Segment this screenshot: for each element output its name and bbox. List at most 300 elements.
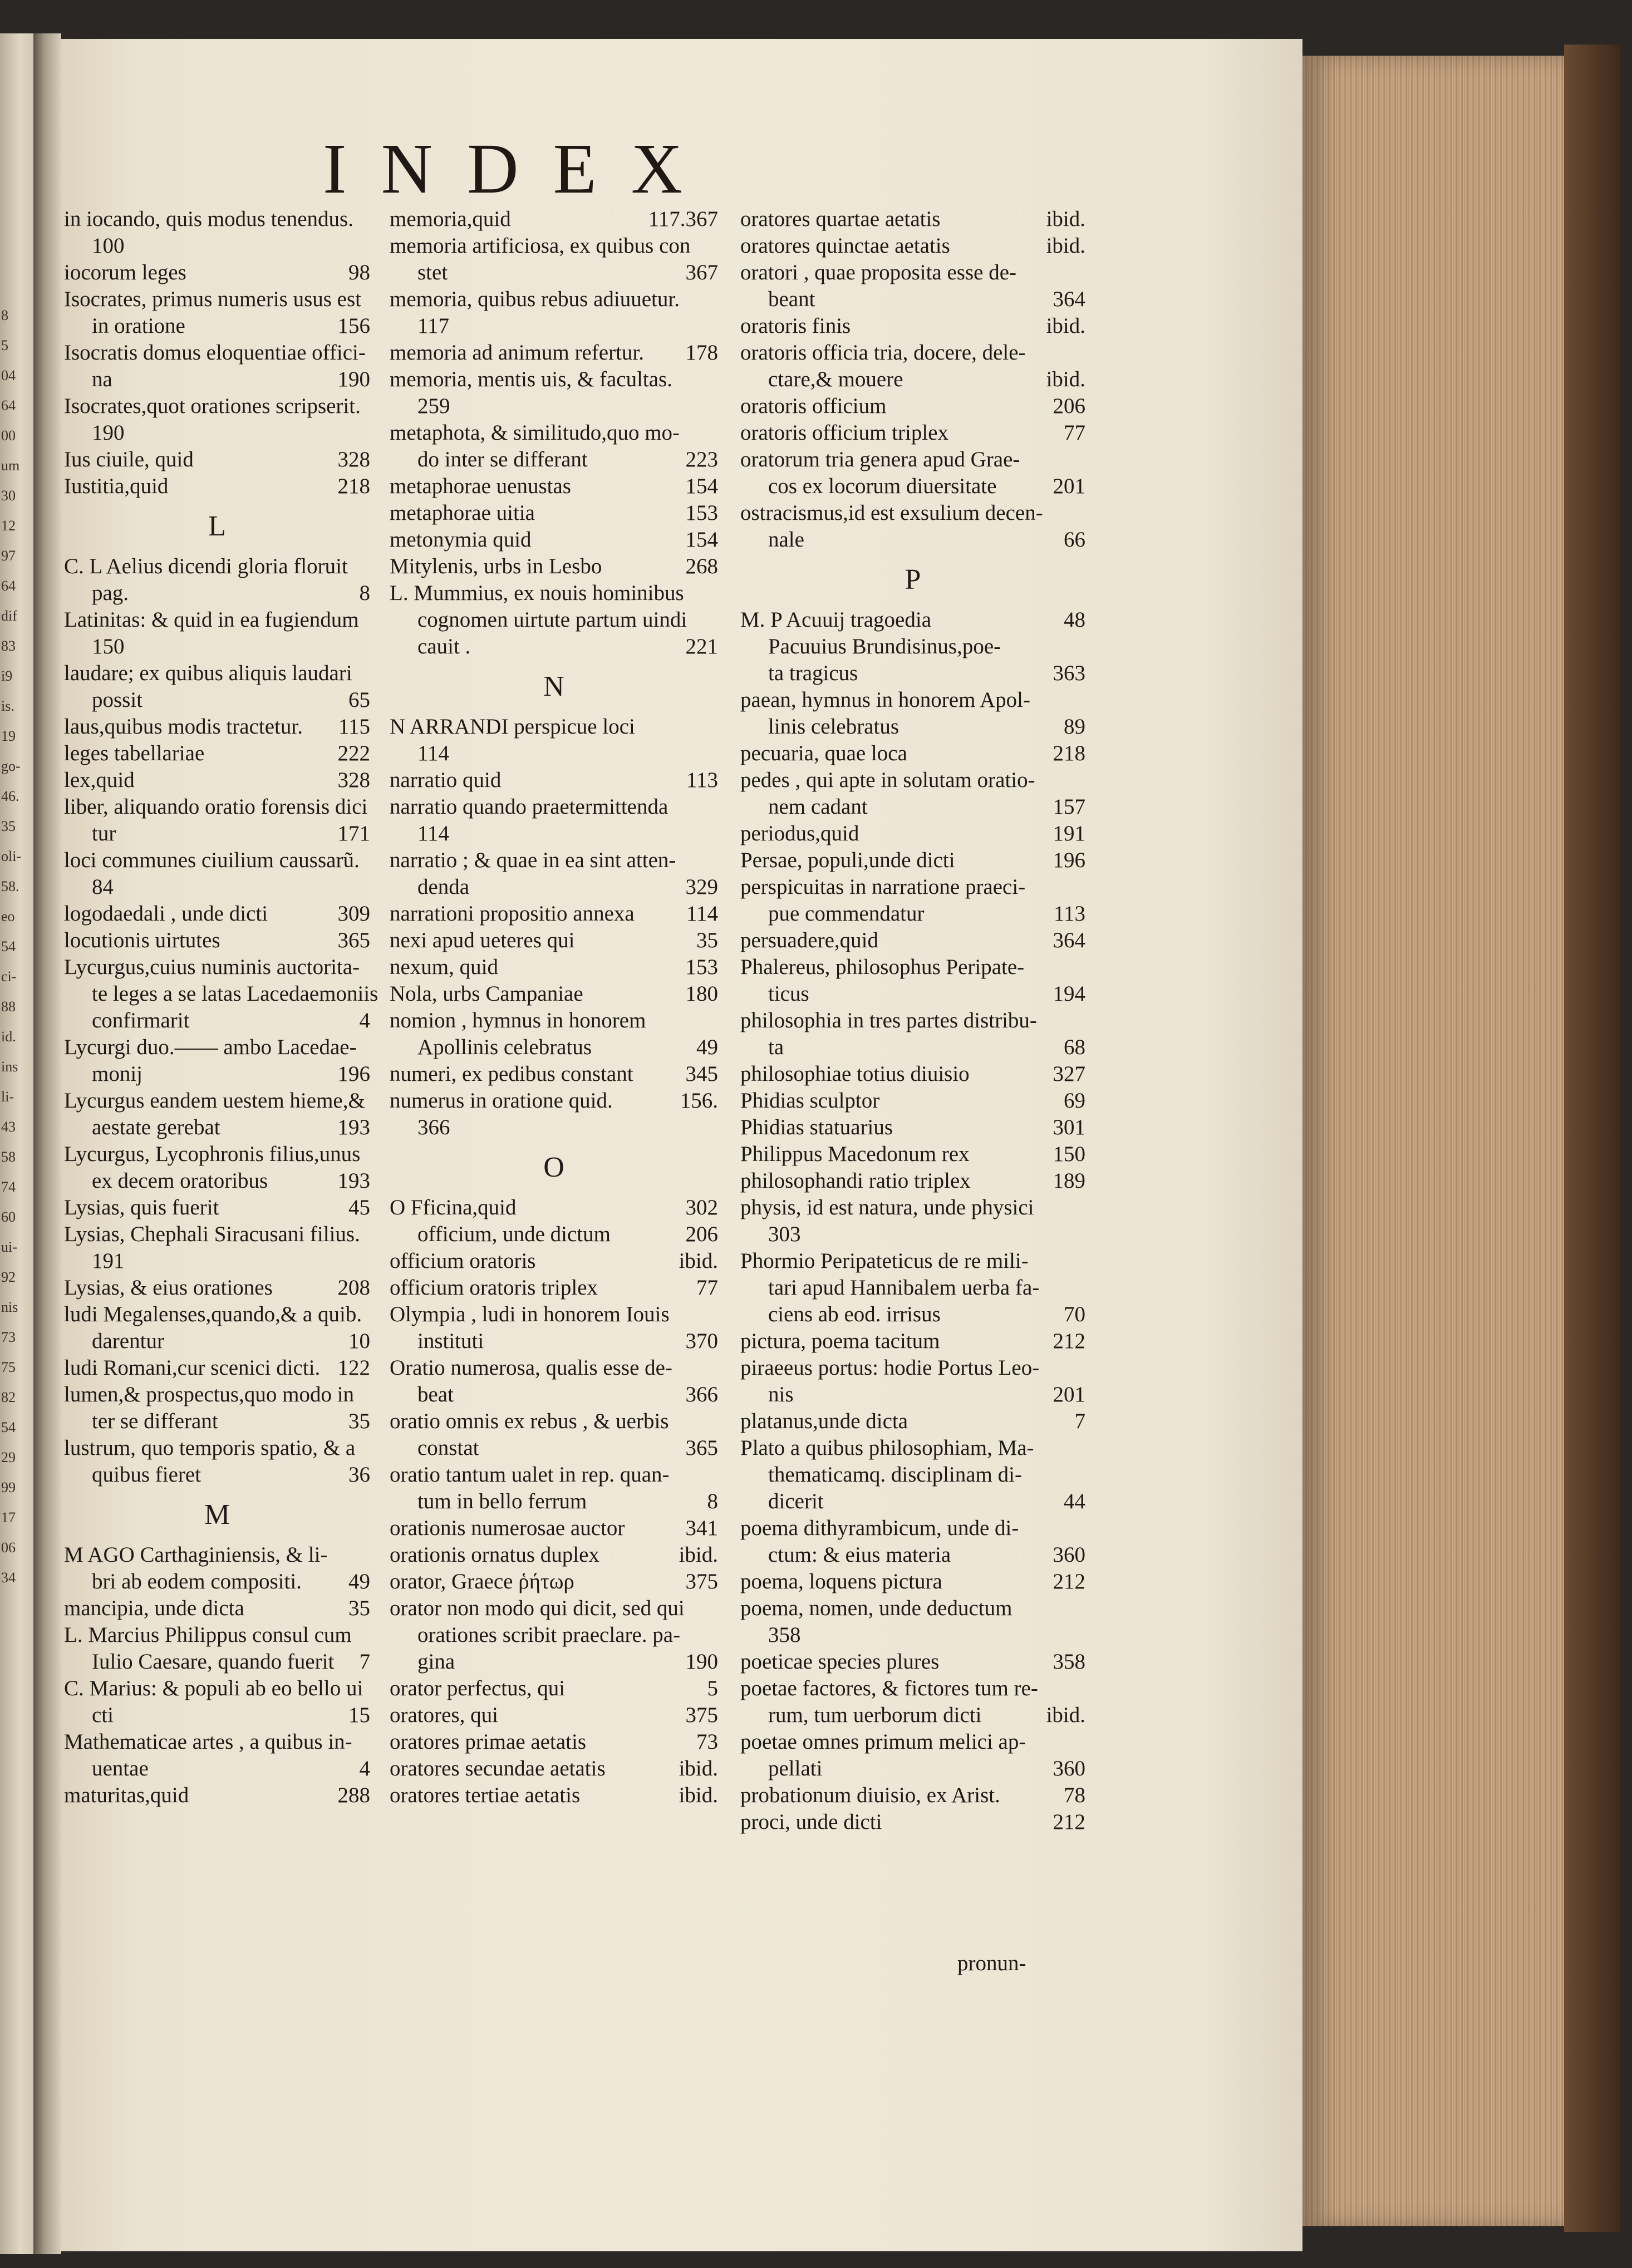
facing-page-number: li- xyxy=(1,1089,14,1105)
facing-page-number: ci- xyxy=(1,968,17,985)
entry-text: 358 xyxy=(768,1623,801,1647)
index-entry xyxy=(740,286,1085,313)
index-entry xyxy=(390,1729,718,1755)
facing-page-number: 60 xyxy=(1,1209,16,1225)
entry-text: 191 xyxy=(92,1249,125,1273)
entry-text: linis celebratus xyxy=(768,715,899,739)
entry-page-ref: 35 xyxy=(696,928,718,952)
facing-page-number: 58 xyxy=(1,1149,16,1165)
index-entry xyxy=(390,1061,718,1088)
index-entry xyxy=(64,1408,370,1435)
entry-page-ref: 366 xyxy=(685,1383,718,1406)
entry-page-ref: 375 xyxy=(685,1703,718,1727)
entry-page-ref: 189 xyxy=(1053,1169,1085,1193)
entry-page-ref: 15 xyxy=(348,1703,370,1727)
entry-page-ref: 309 xyxy=(337,902,370,926)
entry-page-ref: 327 xyxy=(1053,1062,1085,1086)
facing-page-number: 82 xyxy=(1,1389,16,1405)
index-entry xyxy=(64,366,370,393)
entry-text: Phormio Peripateticus de re mili- xyxy=(740,1249,1029,1273)
index-entry xyxy=(64,1595,370,1622)
entry-page-ref: 4 xyxy=(359,1008,370,1032)
facing-page-number: ins xyxy=(1,1059,18,1075)
facing-page-number: go- xyxy=(1,758,21,774)
index-entry xyxy=(740,633,1085,660)
index-entry xyxy=(740,206,1085,233)
entry-text: Lycurgus, Lycophronis filius,unus xyxy=(64,1142,361,1166)
entry-text: Lysias, Chephali Siracusani filius. xyxy=(64,1222,360,1246)
entry-text: oratores tertiae aetatis xyxy=(390,1783,581,1807)
entry-text: periodus,quid xyxy=(740,821,859,845)
entry-page-ref: ibid. xyxy=(1046,234,1085,258)
index-column-1 xyxy=(64,206,378,1809)
entry-text: Lycurgi duo.—— ambo Lacedae- xyxy=(64,1035,357,1059)
entry-page-ref: 358 xyxy=(1053,1650,1085,1674)
entry-page-ref: 190 xyxy=(685,1650,718,1674)
entry-text: 84 xyxy=(92,875,114,899)
facing-page-number: 58. xyxy=(1,878,19,894)
entry-page-ref: 78 xyxy=(1064,1783,1085,1807)
index-entry xyxy=(740,767,1085,794)
facing-page-number: 83 xyxy=(1,638,16,654)
index-entry xyxy=(740,1007,1085,1034)
entry-page-ref: 48 xyxy=(1064,608,1085,632)
section-letter: M xyxy=(204,1499,230,1531)
entry-text: M AGO Carthaginiensis, & li- xyxy=(64,1543,328,1567)
index-entry xyxy=(64,1355,370,1381)
index-entry xyxy=(390,580,718,607)
index-entry xyxy=(740,420,1085,446)
entry-page-ref: 44 xyxy=(1064,1489,1085,1513)
index-entry xyxy=(64,553,370,580)
binding-gutter xyxy=(33,33,61,2254)
entry-text: L. Mummius, ex nouis hominibus xyxy=(390,581,684,605)
entry-text: 117 xyxy=(417,314,450,338)
entry-text: thematicamq. disciplinam di- xyxy=(768,1463,1022,1487)
index-entry xyxy=(740,874,1085,901)
entry-text: tur xyxy=(92,821,116,845)
index-entry xyxy=(64,633,370,660)
entry-text: Lycurgus eandem uestem hieme,& xyxy=(64,1089,365,1113)
facing-page-number: 92 xyxy=(1,1269,16,1285)
index-entry xyxy=(740,740,1085,767)
facing-page-number: i9 xyxy=(1,668,13,684)
entry-text: beat xyxy=(417,1383,454,1406)
entry-text: Latinitas: & quid in ea fugiendum xyxy=(64,608,359,632)
index-entry xyxy=(740,607,1085,633)
entry-text: oratio tantum ualet in rep. quan- xyxy=(390,1463,670,1487)
entry-page-ref: 370 xyxy=(685,1329,718,1353)
index-entry xyxy=(740,500,1085,527)
entry-text: ticus xyxy=(768,982,809,1006)
entry-page-ref: 77 xyxy=(696,1276,718,1300)
entry-text: tari apud Hannibalem uerba fa- xyxy=(768,1276,1040,1300)
facing-page-number: 74 xyxy=(1,1179,16,1195)
index-entry xyxy=(390,393,718,420)
entry-text: stet xyxy=(417,260,448,284)
entry-page-ref: 365 xyxy=(337,928,370,952)
entry-text: philosophia in tres partes distribu- xyxy=(740,1008,1037,1032)
facing-page-number: 34 xyxy=(1,1570,16,1586)
index-entry xyxy=(64,259,370,286)
entry-text: beant xyxy=(768,287,815,311)
entry-page-ref: 329 xyxy=(685,875,718,899)
entry-text: pecuaria, quae loca xyxy=(740,741,907,765)
index-entry xyxy=(64,660,370,687)
facing-page-number: 30 xyxy=(1,488,16,504)
facing-page-number: dif xyxy=(1,608,17,624)
index-entry xyxy=(390,1755,718,1782)
index-entry xyxy=(390,607,718,633)
entry-page-ref: 268 xyxy=(685,554,718,578)
book-cover xyxy=(1564,45,1620,2232)
facing-page-edge xyxy=(0,33,33,2254)
entry-text: Ius ciuile, quid xyxy=(64,447,194,471)
entry-text: oratores primae aetatis xyxy=(390,1730,586,1754)
entry-text: pellati xyxy=(768,1757,823,1780)
facing-page-number: id. xyxy=(1,1029,16,1045)
index-entry xyxy=(390,1194,718,1221)
index-entry xyxy=(390,1034,718,1061)
index-entry xyxy=(740,1114,1085,1141)
entry-text: lumen,& prospectus,quo modo in xyxy=(64,1383,355,1406)
index-entry xyxy=(740,1355,1085,1381)
entry-page-ref: 113 xyxy=(1053,902,1085,926)
entry-text: ta tragicus xyxy=(768,661,858,685)
entry-page-ref: 113 xyxy=(686,768,718,792)
index-entry xyxy=(390,527,718,553)
index-entry xyxy=(390,1462,718,1488)
entry-text: Lysias, quis fuerit xyxy=(64,1196,219,1219)
entry-text: O Fficina,quid xyxy=(390,1196,517,1219)
index-entry xyxy=(64,794,370,820)
section-letter: O xyxy=(543,1152,564,1183)
entry-text: memoria, quibus rebus adiuuetur. xyxy=(390,287,680,311)
entry-page-ref: 70 xyxy=(1064,1302,1085,1326)
entry-text: laudare; ex quibus aliquis laudari xyxy=(64,661,352,685)
entry-text: poema, nomen, unde deductum xyxy=(740,1596,1012,1620)
entry-text: oratori , quae proposita esse de- xyxy=(740,260,1016,284)
entry-text: memoria, mentis uis, & facultas. xyxy=(390,367,672,391)
index-entry xyxy=(390,1595,718,1622)
entry-page-ref: 98 xyxy=(348,260,370,284)
index-entry xyxy=(64,767,370,794)
entry-text: metaphorae uenustas xyxy=(390,474,571,498)
entry-page-ref: 196 xyxy=(337,1062,370,1086)
index-entry xyxy=(740,527,1085,553)
index-entry xyxy=(390,233,718,259)
entry-page-ref: 114 xyxy=(686,902,718,926)
entry-page-ref: 5 xyxy=(707,1676,718,1700)
entry-text: bri ab eodem compositi. xyxy=(92,1570,302,1593)
index-entry xyxy=(390,446,718,473)
entry-page-ref: 7 xyxy=(1074,1409,1085,1433)
index-entry xyxy=(740,1755,1085,1782)
entry-page-ref: ibid. xyxy=(1046,1703,1085,1727)
entry-page-ref: 68 xyxy=(1064,1035,1085,1059)
entry-page-ref: 171 xyxy=(337,821,370,845)
entry-page-ref: 115 xyxy=(338,715,370,739)
facing-page-number: 46. xyxy=(1,788,19,804)
facing-page-number: um xyxy=(1,457,20,474)
entry-text: locutionis uirtutes xyxy=(64,928,220,952)
entry-page-ref: 196 xyxy=(1053,848,1085,872)
index-entry xyxy=(740,1515,1085,1542)
index-entry xyxy=(390,714,718,740)
index-entry xyxy=(64,313,370,340)
entry-page-ref: 360 xyxy=(1053,1543,1085,1567)
index-entry xyxy=(64,1141,370,1168)
entry-page-ref: 212 xyxy=(1053,1570,1085,1593)
entry-text: 303 xyxy=(768,1222,801,1246)
index-entry xyxy=(740,1381,1085,1408)
index-entry xyxy=(740,927,1085,954)
index-entry xyxy=(390,1542,718,1568)
entry-text: Plato a quibus philosophiam, Ma- xyxy=(740,1436,1034,1460)
section-letter: P xyxy=(905,564,921,596)
index-entry xyxy=(740,1675,1085,1702)
entry-text: numeri, ex pedibus constant xyxy=(390,1062,633,1086)
index-entry xyxy=(740,1061,1085,1088)
entry-text: numerus in oratione quid. xyxy=(390,1089,613,1113)
entry-text: oratorum tria genera apud Grae- xyxy=(740,447,1020,471)
entry-text: dicerit xyxy=(768,1489,824,1513)
entry-text: piraeeus portus: hodie Portus Leo- xyxy=(740,1356,1040,1380)
entry-text: te leges a se latas Lacedaemoniis xyxy=(92,982,378,1006)
index-entry xyxy=(740,714,1085,740)
index-entry xyxy=(740,1168,1085,1194)
facing-page-number: 17 xyxy=(1,1509,16,1526)
entry-page-ref: 218 xyxy=(1053,741,1085,765)
index-entry xyxy=(390,1114,718,1141)
entry-text: poeticae species plures xyxy=(740,1650,940,1674)
index-entry xyxy=(390,1515,718,1542)
index-column-3 xyxy=(740,206,1085,1836)
entry-page-ref: 191 xyxy=(1053,821,1085,845)
index-entry xyxy=(740,981,1085,1007)
entry-text: oratio omnis ex rebus , & uerbis xyxy=(390,1409,669,1433)
entry-text: orationes scribit praeclare. pa- xyxy=(417,1623,681,1647)
entry-page-ref: 7 xyxy=(359,1650,370,1674)
page-fore-edge xyxy=(1302,56,1564,2226)
entry-page-ref: 180 xyxy=(685,982,718,1006)
index-entry xyxy=(740,1275,1085,1301)
entry-text: laus,quibus modis tractetur. xyxy=(64,715,303,739)
running-head: INDEX xyxy=(323,129,717,208)
index-entry xyxy=(64,1194,370,1221)
entry-text: iocorum leges xyxy=(64,260,186,284)
entry-page-ref: ibid. xyxy=(1046,314,1085,338)
entry-text: cognomen uirtute partum uindi xyxy=(417,608,687,632)
entry-page-ref: 8 xyxy=(359,581,370,605)
entry-text: cauit . xyxy=(417,634,471,658)
entry-page-ref: 328 xyxy=(337,447,370,471)
index-entry xyxy=(390,500,718,527)
index-entry xyxy=(64,820,370,847)
entry-text: memoria ad animum refertur. xyxy=(390,341,644,365)
entry-text: 190 xyxy=(92,421,125,445)
index-entry xyxy=(740,1542,1085,1568)
facing-page-number: 64 xyxy=(1,397,16,414)
index-entry xyxy=(740,340,1085,366)
facing-page-number: 19 xyxy=(1,728,16,744)
entry-text: ostracismus,id est exsulium decen- xyxy=(740,501,1043,525)
index-entry xyxy=(390,1782,718,1809)
index-entry xyxy=(390,847,718,874)
index-entry xyxy=(390,206,718,233)
index-entry xyxy=(64,874,370,901)
entry-text: philosophiae totius diuisio xyxy=(740,1062,970,1086)
entry-text: quibus fieret xyxy=(92,1463,201,1487)
index-entry xyxy=(390,1488,718,1515)
index-entry xyxy=(740,366,1085,393)
index-entry xyxy=(64,1542,370,1568)
index-entry xyxy=(64,473,370,500)
entry-text: oratores quartae aetatis xyxy=(740,207,941,231)
index-entry xyxy=(740,1568,1085,1595)
entry-text: persuadere,quid xyxy=(740,928,878,952)
entry-page-ref: 153 xyxy=(685,955,718,979)
entry-text: ctum: & eius materia xyxy=(768,1543,951,1567)
entry-text: 100 xyxy=(92,234,125,258)
entry-text: Mathematicae artes , a quibus in- xyxy=(64,1730,352,1754)
index-entry xyxy=(740,1782,1085,1809)
entry-page-ref: 35 xyxy=(348,1409,370,1433)
entry-text: oratoris finis xyxy=(740,314,851,338)
entry-page-ref: 360 xyxy=(1053,1757,1085,1780)
index-entry xyxy=(390,1702,718,1729)
section-letter: N xyxy=(543,671,564,702)
entry-text: poema dithyrambicum, unde di- xyxy=(740,1516,1019,1540)
index-entry xyxy=(740,847,1085,874)
entry-text: nexi apud ueteres qui xyxy=(390,928,575,952)
entry-text: logodaedali , unde dicti xyxy=(64,902,268,926)
entry-text: in iocando, quis modus tenendus. xyxy=(64,207,353,231)
index-entry xyxy=(740,446,1085,473)
entry-page-ref: 363 xyxy=(1053,661,1085,685)
entry-page-ref: 194 xyxy=(1053,982,1085,1006)
index-entry xyxy=(64,607,370,633)
entry-text: probationum diuisio, ex Arist. xyxy=(740,1783,1000,1807)
entry-text: tum in bello ferrum xyxy=(417,1489,587,1513)
index-entry xyxy=(390,954,718,981)
entry-text: oratoris officium triplex xyxy=(740,421,949,445)
index-entry xyxy=(740,1328,1085,1355)
entry-page-ref: ibid. xyxy=(1046,207,1085,231)
index-entry xyxy=(390,1301,718,1328)
facing-page-number: is. xyxy=(1,698,14,714)
entry-text: 366 xyxy=(417,1115,450,1139)
entry-text: mancipia, unde dicta xyxy=(64,1596,244,1620)
entry-text: maturitas,quid xyxy=(64,1783,189,1807)
index-entry xyxy=(740,313,1085,340)
index-entry xyxy=(64,714,370,740)
entry-text: Phidias statuarius xyxy=(740,1115,893,1139)
entry-page-ref: 36 xyxy=(348,1463,370,1487)
index-entry xyxy=(390,1675,718,1702)
entry-text: possit xyxy=(92,688,143,712)
index-entry xyxy=(740,1595,1085,1622)
index-entry xyxy=(390,473,718,500)
catchword: pronun- xyxy=(957,1951,1026,1975)
index-entry xyxy=(740,1248,1085,1275)
entry-page-ref: 364 xyxy=(1053,287,1085,311)
index-entry xyxy=(64,580,370,607)
entry-text: poetae omnes primum melici ap- xyxy=(740,1730,1026,1754)
index-entry xyxy=(390,794,718,820)
entry-page-ref: ibid. xyxy=(679,1249,718,1273)
entry-page-ref: 8 xyxy=(707,1489,718,1513)
entry-text: nexum, quid xyxy=(390,955,498,979)
entry-page-ref: ibid. xyxy=(1046,367,1085,391)
facing-page-number: 8 xyxy=(1,307,8,323)
entry-text: darentur xyxy=(92,1329,164,1353)
index-entry xyxy=(64,1462,370,1488)
index-entry xyxy=(740,687,1085,714)
facing-page-number: 06 xyxy=(1,1539,16,1556)
index-entry xyxy=(64,233,370,259)
entry-text: metonymia quid xyxy=(390,528,532,552)
facing-page-number: 00 xyxy=(1,427,16,444)
entry-page-ref: 364 xyxy=(1053,928,1085,952)
entry-text: metaphorae uitia xyxy=(390,501,535,525)
index-entry xyxy=(390,313,718,340)
entry-text: platanus,unde dicta xyxy=(740,1409,908,1433)
index-entry xyxy=(740,233,1085,259)
entry-text: Isocrates,quot orationes scripserit. xyxy=(64,394,361,418)
entry-page-ref: 212 xyxy=(1053,1810,1085,1834)
entry-text: Nola, urbs Campaniae xyxy=(390,982,583,1006)
entry-page-ref: 77 xyxy=(1064,421,1085,445)
facing-page-number: 12 xyxy=(1,518,16,534)
entry-text: Lycurgus,cuius numinis auctorita- xyxy=(64,955,360,979)
entry-text: orator, Graece ῥήτωρ xyxy=(390,1570,574,1593)
index-entry xyxy=(64,954,370,981)
entry-page-ref: 201 xyxy=(1053,1383,1085,1406)
facing-page-number: 5 xyxy=(1,337,8,353)
index-entry xyxy=(64,1088,370,1114)
index-entry xyxy=(64,1568,370,1595)
entry-text: perspicuitas in narratione praeci- xyxy=(740,875,1026,899)
index-entry xyxy=(64,1221,370,1248)
facing-page-number: 73 xyxy=(1,1329,16,1345)
entry-page-ref: ibid. xyxy=(679,1543,718,1567)
index-entry xyxy=(64,393,370,420)
entry-text: 114 xyxy=(417,821,450,845)
entry-text: orator perfectus, qui xyxy=(390,1676,566,1700)
entry-page-ref: 375 xyxy=(685,1570,718,1593)
entry-text: C. L Aelius dicendi gloria floruit xyxy=(64,554,348,578)
index-entry xyxy=(390,633,718,660)
entry-page-ref: 206 xyxy=(1053,394,1085,418)
index-entry xyxy=(740,1301,1085,1328)
entry-text: Isocrates, primus numeris usus est xyxy=(64,287,362,311)
entry-text: loci communes ciuilium caussarũ. xyxy=(64,848,360,872)
index-entry xyxy=(390,740,718,767)
index-entry xyxy=(740,473,1085,500)
entry-text: pictura, poema tacitum xyxy=(740,1329,940,1353)
index-entry xyxy=(64,206,370,233)
entry-page-ref: 10 xyxy=(348,1329,370,1353)
facing-page-number: 97 xyxy=(1,548,16,564)
index-entry xyxy=(740,1408,1085,1435)
index-entry xyxy=(390,874,718,901)
entry-text: Oratio numerosa, qualis esse de- xyxy=(390,1356,672,1380)
entry-text: Isocratis domus eloquentiae offici- xyxy=(64,341,366,365)
entry-text: pue commendatur xyxy=(768,902,925,926)
entry-text: 114 xyxy=(417,741,450,765)
index-entry xyxy=(64,1622,370,1649)
